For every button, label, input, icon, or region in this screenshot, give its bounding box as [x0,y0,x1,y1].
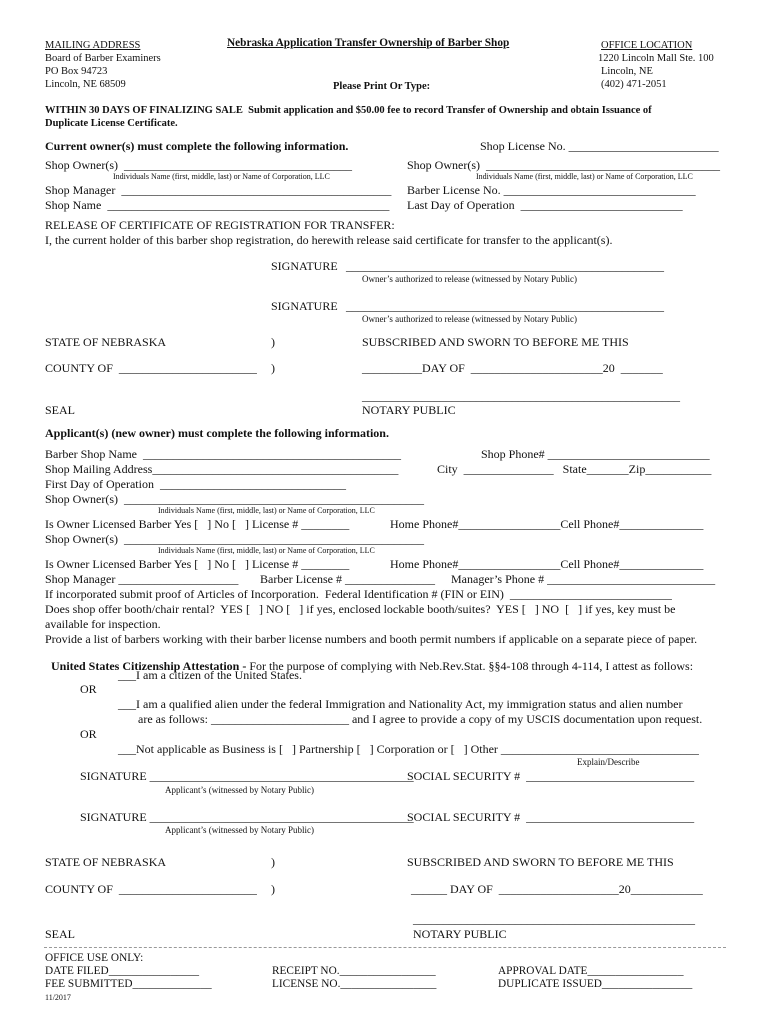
name-hint: Individuals Name (first, middle, last) or Name of Corporation, LLC [158,506,375,515]
office-line: (402) 471-2051 [601,79,667,90]
incorporation-field[interactable]: If incorporated submit proof of Articles of Incorporation. Federal Identification # (FIN or EIN) ___________________________ [45,587,672,601]
first-day-field[interactable]: First Day of Operation _______________________________ [45,477,346,491]
barber-shop-name-field[interactable]: Barber Shop Name ___________________________________________ [45,447,401,461]
social-security-field[interactable]: SOCIAL SECURITY # ____________________________ [407,810,695,824]
current-owner-heading: Current owner(s) must complete the following information. [45,139,349,153]
phone-fields[interactable]: Home Phone#_________________Cell Phone#______________ [390,557,704,571]
revision-date: 11/2017 [45,993,71,1002]
notary-label: NOTARY PUBLIC [413,927,507,941]
release-statement: I, the current holder of this barber shop registration, do herewith release said certificate for transfer to the applicant(s). [45,233,613,247]
mailing-address-label: MAILING ADDRESS [45,40,141,51]
phone-fields[interactable]: Home Phone#_________________Cell Phone#______________ [390,517,704,531]
shop-manager-field[interactable]: Shop Manager _____________________________________________ [45,183,392,197]
seal-label: SEAL [45,403,75,417]
shop-phone-field[interactable]: Shop Phone# ___________________________ [481,447,710,461]
shop-owner-field[interactable]: Shop Owner(s) ______________________________________ [45,158,352,172]
paren: ) [271,855,275,869]
submission-notice: Duplicate License Certificate. [45,118,178,129]
state-label: STATE OF NEBRASKA [45,855,167,869]
mailing-line: Board of Barber Examiners [45,53,161,64]
day-field[interactable]: __________DAY OF ______________________20 _______ [362,361,663,375]
receipt-no-field: RECEIPT NO._________________ [272,965,436,977]
licensed-question[interactable]: Is Owner Licensed Barber Yes [ ] No [ ] License # ________ [45,517,350,531]
page-title: Nebraska Application Transfer Ownership of Barber Shop [227,37,510,49]
citizen-option[interactable]: ___I am a citizen of the United States. [118,668,302,682]
barber-license-field[interactable]: Barber License No. ________________________________ [407,183,696,197]
name-hint: Individuals Name (first, middle, last) or Name of Corporation, LLC [113,172,330,181]
shop-license-field[interactable]: Shop License No. _________________________ [480,139,719,153]
barbers-list-note: Provide a list of barbers working with their barber license numbers and booth permit numbers if applicable on a separate piece of paper. [45,632,698,646]
applicant-signature-field[interactable]: SIGNATURE ____________________________________________ [80,769,414,783]
citizenship-heading: United States Citizenship Attestation - [51,659,250,673]
last-day-field[interactable]: Last Day of Operation ___________________________ [407,198,683,212]
county-field[interactable]: COUNTY OF _______________________ [45,361,257,375]
notary-signature-line[interactable]: _____________________________________________________ [362,389,680,403]
office-location-label: OFFICE LOCATION [601,40,693,51]
seal-label: SEAL [45,927,75,941]
booth-rental-question[interactable]: Does shop offer booth/chair rental? YES [ ] NO [ ] if yes, enclosed lockable booth/suites? YES [ ] NO [ ] if yes, key must be [45,602,676,616]
social-security-field[interactable]: SOCIAL SECURITY # ____________________________ [407,769,695,783]
or-label: OR [80,682,97,696]
applicant-owner-field[interactable]: Shop Owner(s) __________________________________________________ [45,492,424,506]
signature-caption: Owner’s authorized to release (witnessed by Notary Public) [362,314,578,324]
county-field[interactable]: COUNTY OF _______________________ [45,882,257,896]
signature-caption: Owner’s authorized to release (witnessed by Notary Public) [362,274,578,284]
qualified-alien-option-cont[interactable]: are as follows: _______________________ and I agree to provide a copy of my USCIS documentation upon request. [138,712,703,726]
applicant-heading: Applicant(s) (new owner) must complete the following information. [45,426,389,440]
signature-caption: Applicant’s (witnessed by Notary Public) [165,825,314,835]
divider [44,947,726,948]
office-line: Lincoln, NE [601,66,653,77]
paren: ) [271,335,275,349]
applicant-signature-field[interactable]: SIGNATURE ____________________________________________ [80,810,414,824]
signature-label: SIGNATURE [271,299,338,313]
shop-owner-field[interactable]: Shop Owner(s) _______________________________________ [407,158,720,172]
fee-submitted-field: FEE SUBMITTED______________ [45,978,212,990]
mailing-line: PO Box 94723 [45,66,108,77]
paren: ) [271,882,275,896]
sworn-text: SUBSCRIBED AND SWORN TO BEFORE ME THIS [362,335,629,349]
shop-name-field[interactable]: Shop Name _______________________________________________ [45,198,390,212]
name-hint: Individuals Name (first, middle, last) or Name of Corporation, LLC [476,172,693,181]
applicant-barber-license-field[interactable]: Barber License # _______________ [260,572,435,586]
applicant-manager-field[interactable]: Shop Manager ____________________ [45,572,239,586]
release-heading: RELEASE OF CERTIFICATE OF REGISTRATION FOR TRANSFER: [45,218,395,232]
not-applicable-option[interactable]: ___Not applicable as Business is [ ] Partnership [ ] Corporation or [ ] Other _________________________________ [118,742,699,756]
print-note: Please Print Or Type: [333,81,431,92]
explain-caption: Explain/Describe [577,757,640,767]
office-line: 1220 Lincoln Mall Ste. 100 [598,53,714,64]
or-label: OR [80,727,97,741]
state-label: STATE OF NEBRASKA [45,335,167,349]
sworn-text: SUBSCRIBED AND SWORN TO BEFORE ME THIS [407,855,674,869]
city-state-zip-field[interactable]: City _______________ State_______Zip___________ [437,462,712,476]
notary-signature-line[interactable]: _______________________________________________ [413,912,695,926]
signature-caption: Applicant’s (witnessed by Notary Public) [165,785,314,795]
applicant-owner-field[interactable]: Shop Owner(s) __________________________________________________ [45,532,424,546]
manager-phone-field[interactable]: Manager’s Phone # ____________________________ [451,572,716,586]
signature-label: SIGNATURE [271,259,338,273]
office-use-heading: OFFICE USE ONLY: [45,952,144,964]
signature-line[interactable]: _____________________________________________________ [346,299,664,313]
approval-date-field: APPROVAL DATE_________________ [498,965,684,977]
qualified-alien-option[interactable]: ___I am a qualified alien under the federal Immigration and Nationality Act, my immigration status and alien number [118,697,683,711]
submission-notice: WITHIN 30 DAYS OF FINALIZING SALE Submit application and $50.00 fee to record Transfer of Ownership and obtain Issuance of [45,105,652,116]
shop-mailing-field[interactable]: Shop Mailing Address_________________________________________ [45,462,399,476]
licensed-question[interactable]: Is Owner Licensed Barber Yes [ ] No [ ] License # ________ [45,557,350,571]
paren: ) [271,361,275,375]
duplicate-issued-field: DUPLICATE ISSUED________________ [498,978,693,990]
date-filed-field: DATE FILED________________ [45,965,200,977]
day-field[interactable]: ______ DAY OF ____________________20____________ [411,882,703,896]
signature-line[interactable]: _____________________________________________________ [346,259,664,273]
name-hint: Individuals Name (first, middle, last) or Name of Corporation, LLC [158,546,375,555]
citizenship-text: For the purpose of complying with Neb.Rev.Stat. §§4-108 through 4-114, I attest as follows: [249,659,694,673]
booth-rental-question-cont: available for inspection. [45,617,161,631]
license-no-field: LICENSE NO._________________ [272,978,437,990]
mailing-line: Lincoln, NE 68509 [45,79,126,90]
notary-label: NOTARY PUBLIC [362,403,456,417]
